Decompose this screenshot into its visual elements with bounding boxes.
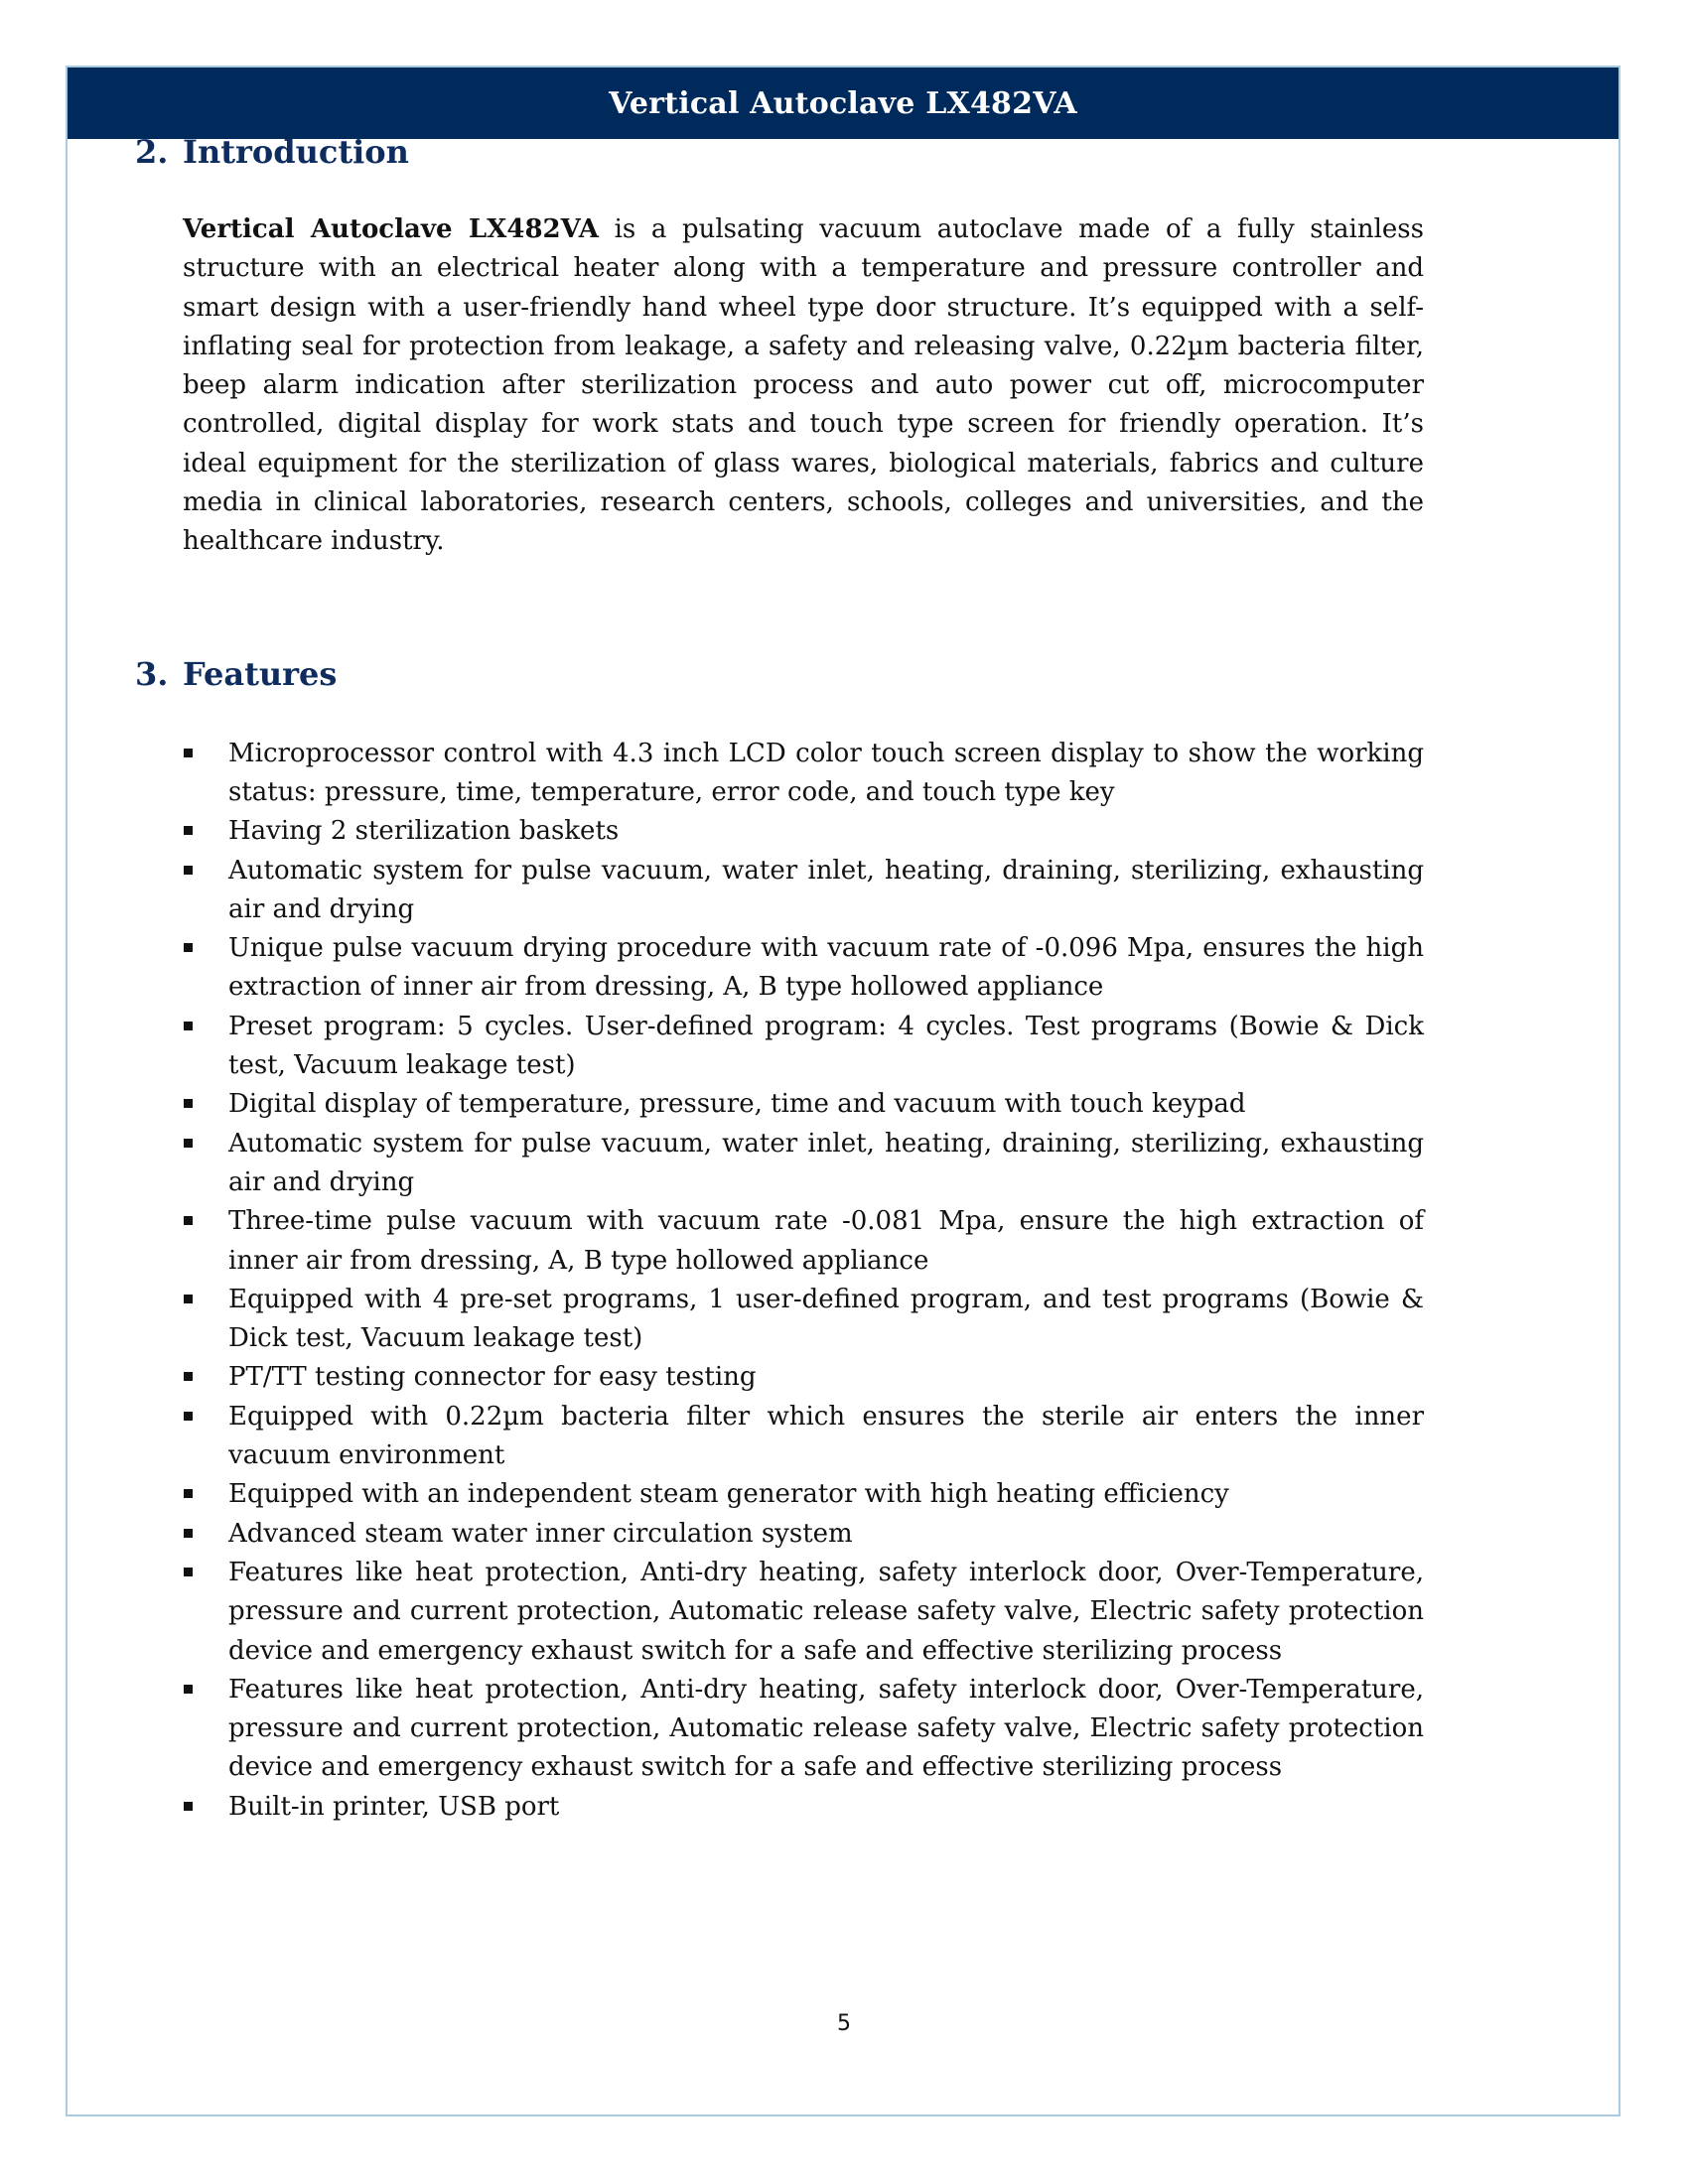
feature-text: Advanced steam water inner circulation system (228, 1518, 853, 1549)
bullet-square-icon (184, 1139, 193, 1148)
feature-item (135, 735, 1424, 813)
bullet-square-icon (184, 1685, 193, 1694)
feature-item (135, 1515, 1424, 1554)
feature-item (135, 929, 1424, 1008)
feature-text: Microprocessor control with 4.3 inch LCD color touch screen display to show the working status: pressure, time, temperature, error code, and touch type key (228, 738, 1424, 807)
feature-item (135, 1202, 1424, 1281)
document-title: Vertical Autoclave LX482VA (609, 85, 1077, 121)
bullet-square-icon (184, 1412, 193, 1421)
feature-item (135, 1788, 1424, 1827)
feature-text: Equipped with an independent steam generator with high heating efficiency (228, 1479, 1229, 1510)
introduction-number: 2. (135, 133, 169, 171)
feature-text: Automatic system for pulse vacuum, water inlet, heating, draining, sterilizing, exhausting air and drying (228, 1128, 1424, 1197)
feature-item (135, 852, 1424, 930)
features-number: 3. (135, 654, 169, 693)
feature-text: Three-time pulse vacuum with vacuum rate -0.081 Mpa, ensure the high extraction of inner air from dressing, A, B type hollowed appliance (228, 1206, 1424, 1276)
bullet-square-icon (184, 1568, 193, 1576)
feature-item (135, 1125, 1424, 1203)
feature-text: Features like heat protection, Anti-dry heating, safety interlock door, Over-Temperature, pressure and current protection, Automatic release safety valve, Electric safety protection device and emergency exhaust switch for a safe and effective sterilizing process (228, 1557, 1424, 1666)
header-bar (68, 68, 1618, 139)
bullet-square-icon (184, 1295, 193, 1303)
bullet-square-icon (184, 1216, 193, 1225)
feature-text: Automatic system for pulse vacuum, water inlet, heating, draining, sterilizing, exhausting air and drying (228, 855, 1424, 924)
feature-item (135, 1398, 1424, 1476)
introduction-paragraph (183, 210, 1424, 562)
features-heading (135, 655, 1489, 693)
feature-item (135, 1358, 1424, 1397)
bullet-square-icon (184, 826, 193, 835)
feature-text: Unique pulse vacuum drying procedure with vacuum rate of -0.096 Mpa, ensures the high extraction of inner air from dressing, A, B type hollowed appliance (228, 933, 1424, 1003)
introduction-lead-bold: Vertical Autoclave LX482VA (183, 214, 599, 244)
feature-text: PT/TT testing connector for easy testing (228, 1362, 757, 1393)
feature-item (135, 1554, 1424, 1671)
features-list (135, 735, 1489, 1827)
feature-item (135, 1008, 1424, 1086)
feature-item (135, 1671, 1424, 1788)
bullet-square-icon (184, 1802, 193, 1811)
feature-item (135, 1085, 1424, 1124)
bullet-square-icon (184, 1529, 193, 1538)
bullet-square-icon (184, 943, 193, 952)
introduction-heading (135, 133, 1489, 171)
feature-text: Features like heat protection, Anti-dry heating, safety interlock door, Over-Temperature, pressure and current protection, Automatic release safety valve, Electric safety protection device and emergency exhaust switch for a safe and effective sterilizing process (228, 1674, 1424, 1783)
bullet-square-icon (184, 1022, 193, 1030)
features-title: Features (183, 654, 338, 693)
feature-item (135, 812, 1424, 851)
feature-text: Equipped with 0.22µm bacteria filter which ensures the sterile air enters the inner vacuum environment (228, 1401, 1424, 1471)
introduction-body: is a pulsating vacuum autoclave made of a fully stainless structure with an electrical heater along with a temperature and pressure controller and smart design with a user-friendly hand wheel type door structure. It’s equipped with a self-inflating seal for protection from leakage, a safety and releasing valve, 0.22µm bacteria filter, beep alarm indication after sterilization process and auto power cut off, microcomputer controlled, digital display for work stats and touch type screen for friendly operation. It’s ideal equipment for the sterilization of glass wares, biological materials, fabrics and culture media in clinical laboratories, research centers, schools, colleges and universities, and the healthcare industry. (183, 214, 1424, 557)
feature-text: Preset program: 5 cycles. User-defined program: 4 cycles. Test programs (Bowie & Dick test, Vacuum leakage test) (228, 1011, 1424, 1081)
bullet-square-icon (184, 1489, 193, 1498)
page-number: 5 (837, 2011, 851, 2036)
page-content (135, 133, 1489, 1827)
feature-text: Having 2 sterilization baskets (228, 816, 620, 847)
feature-item (135, 1281, 1424, 1359)
feature-text: Digital display of temperature, pressure, time and vacuum with touch keypad (228, 1089, 1246, 1120)
feature-item (135, 1475, 1424, 1514)
bullet-square-icon (184, 749, 193, 757)
feature-text: Built-in printer, USB port (228, 1791, 560, 1822)
bullet-square-icon (184, 1372, 193, 1381)
feature-text: Equipped with 4 pre-set programs, 1 user-defined program, and test programs (Bowie & Dick test, Vacuum leakage test) (228, 1284, 1424, 1354)
bullet-square-icon (184, 1099, 193, 1108)
bullet-square-icon (184, 866, 193, 875)
introduction-title: Introduction (183, 133, 409, 171)
